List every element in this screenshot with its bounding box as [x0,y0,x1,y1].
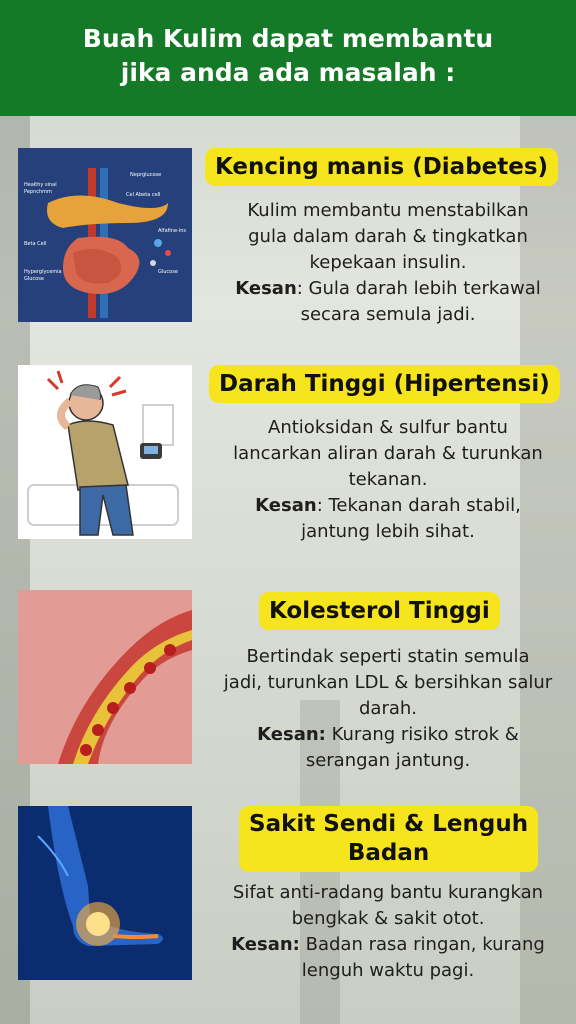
effect-line [205,722,571,748]
effect-line [205,276,571,302]
desc-line: jadi, turunkan LDL & bersihkan salur [223,672,553,693]
effect-line [205,932,571,958]
image-label: Alfafine-ins [158,228,186,234]
image-label: Glucose [158,269,178,275]
desc-line: bengkak & sakit otot. [291,908,485,929]
desc-line: darah. [358,698,418,719]
glowing-foot-illustration [18,806,192,980]
effect-line-2: lenguh waktu pagi. [301,960,475,981]
effect-line [205,493,571,519]
image-label: Neprglucose [130,172,162,178]
item-title: Kolesterol Tinggi [259,592,500,630]
image-label: Glucose [24,276,44,282]
desc-line: gula dalam darah & tingkatkan [248,226,528,247]
effect-text: Badan rasa ringan, kurang [299,934,545,955]
page-header [0,0,576,116]
image-label: Hyperglycemia [24,269,62,275]
image-label: Pepnchmm [24,189,52,195]
header-line-1: Buah Kulim dapat membantu [82,24,494,53]
title-line: Badan [347,840,430,866]
desc-line: Sifat anti-radang bantu kurangkan [232,882,544,903]
image-label: Cel Abeta cell [126,192,161,198]
header-line-2: jika anda ada masalah : [120,58,456,87]
effect-text: : Gula darah lebih terkawal [296,278,541,299]
title-line: Sakit Sendi & Lenguh [249,811,529,837]
item-description [205,644,571,774]
effect-label: Kesan [255,495,317,516]
item-description [205,880,571,984]
desc-line: tekanan. [348,469,428,490]
desc-line: lancarkan aliran darah & turunkan [233,443,543,464]
effect-line-2: serangan jantung. [305,750,471,771]
effect-line-2: jantung lebih sihat. [301,521,475,542]
effect-label: Kesan [235,278,297,299]
pancreas-illustration [18,148,192,322]
item-title: Kencing manis (Diabetes) [205,148,558,186]
item-description [205,198,571,328]
headache-man-illustration [18,365,192,539]
desc-line: kepekaan insulin. [309,252,467,273]
effect-line-2: secara semula jadi. [300,304,476,325]
desc-line: Antioksidan & sulfur bantu [268,417,508,438]
artery-plaque-illustration [18,590,192,764]
image-label: Healthy sinal [24,182,57,188]
image-label: Beta Cell [24,241,47,247]
desc-line: Kulim membantu menstabilkan [247,200,529,221]
item-title [239,806,538,872]
desc-line: Bertindak seperti statin semula [246,646,530,667]
effect-label: Kesan: [257,724,326,745]
item-description [205,415,571,545]
effect-text: : Tekanan darah stabil, [316,495,521,516]
effect-text: Kurang risiko strok & [325,724,519,745]
item-title: Darah Tinggi (Hipertensi) [209,365,560,403]
effect-label: Kesan: [231,934,300,955]
